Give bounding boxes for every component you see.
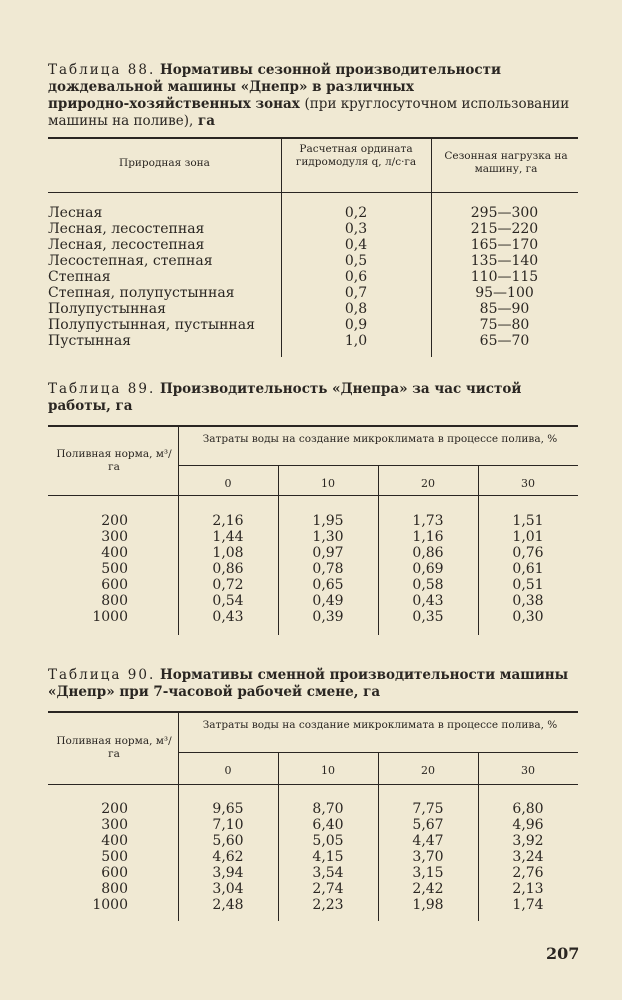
table-88-cell-zone: Лесостепная, степная (48, 253, 213, 269)
table-89-cell-value: 0,69 (412, 561, 444, 577)
table-89-cell-value: 1,73 (412, 513, 444, 529)
table-88-cell-load: 110—115 (470, 269, 539, 285)
table-88-cell-load: 95—100 (475, 285, 534, 301)
table-89-caption (48, 381, 578, 415)
table-89-cell-value: 1,16 (412, 529, 444, 545)
table-89-cell-value: 0,35 (412, 609, 444, 625)
table-89-cell-value: 0,49 (312, 593, 344, 609)
table-90-cell-value: 7,10 (212, 817, 244, 833)
table-89-cell-value: 0,43 (412, 593, 444, 609)
table-89-subheader: 20 (421, 477, 435, 490)
table-89-cell-value: 0,86 (212, 561, 244, 577)
table-89-cell-value: 0,72 (212, 577, 244, 593)
table-88-cell-q: 0,2 (344, 205, 368, 221)
table-90-cell-value: 3,04 (212, 881, 244, 897)
table-90-subheader: 10 (321, 764, 335, 777)
table-88-cell-zone: Лесная, лесостепная (48, 221, 205, 237)
table-90-cell-value: 4,62 (212, 849, 244, 865)
table-89-subheader: 30 (521, 477, 535, 490)
table-89-header-water: Затраты воды на создание микроклимата в процессе полива, % (202, 433, 558, 445)
table-90-cell-value: 7,75 (412, 801, 444, 817)
table-89-cell-value: 0,30 (512, 609, 544, 625)
table-89-cell-value: 0,61 (512, 561, 544, 577)
table-90-cell-value: 6,40 (312, 817, 344, 833)
table-90-cell-value: 8,70 (312, 801, 344, 817)
table-90-cell-norm: 300 (101, 817, 128, 833)
table-88-cell-zone: Степная, полупустынная (48, 285, 235, 301)
table-90-cell-value: 9,65 (212, 801, 244, 817)
table-88-cell-q: 0,5 (344, 253, 368, 269)
table-89-cell-value: 0,86 (412, 545, 444, 561)
table-90-cell-value: 3,54 (312, 865, 344, 881)
table-90-cell-value: 3,24 (512, 849, 544, 865)
table-89-cell-value: 0,65 (312, 577, 344, 593)
table-90-cell-value: 2,48 (212, 897, 244, 913)
table-89-cell-norm: 1000 (92, 609, 128, 625)
table-89-cell-value: 0,76 (512, 545, 544, 561)
table-88-title-line3: природно-хозяйственных зонах (48, 96, 300, 112)
table-88-cell-q: 0,4 (344, 237, 368, 253)
table-90-cell-norm: 1000 (92, 897, 128, 913)
table-89-cell-value: 0,38 (512, 593, 544, 609)
table-88-cell-zone: Лесная, лесостепная (48, 237, 205, 253)
table-90-caption (48, 667, 578, 701)
table-89-header-norm: Поливная норма, м³/га (56, 448, 172, 473)
table-89-cell-value: 0,58 (412, 577, 444, 593)
table-90-cell-value: 3,92 (512, 833, 544, 849)
table-89-cell-value: 1,95 (312, 513, 344, 529)
table-88-cell-load: 85—90 (479, 301, 530, 317)
table-90-title: Нормативы сменной производительности машины «Днепр» при 7-часовой рабочей смене, га (48, 667, 569, 700)
table-89-cell-value: 0,51 (512, 577, 544, 593)
table-88-cell-zone: Полупустынная (48, 301, 166, 317)
table-89-label: Таблица 89. (48, 381, 156, 397)
table-89-cell-norm: 800 (101, 593, 128, 609)
table-90-cell-norm: 400 (101, 833, 128, 849)
table-88-title: Нормативы сезонной производительности дождевальной машины «Днепр» в различных (48, 62, 501, 95)
table-90-cell-value: 3,70 (412, 849, 444, 865)
table-89-cell-norm: 200 (101, 513, 128, 529)
table-89-title: Производительность «Днепра» за час чистой работы, га (48, 381, 522, 414)
table-89-subheader: 0 (224, 477, 232, 490)
page-number: 207 (546, 944, 580, 963)
table-88-unit: га (198, 113, 216, 129)
table-90-cell-value: 3,94 (212, 865, 244, 881)
table-90-cell-norm: 200 (101, 801, 128, 817)
table-88-cell-zone: Степная (48, 269, 111, 285)
table-90-cell-value: 2,13 (512, 881, 544, 897)
table-88-cell-zone: Полупустынная, пустынная (48, 317, 255, 333)
table-88-cell-load: 135—140 (470, 253, 539, 269)
table-88-header-load: Сезонная нагрузка на машину, га (444, 150, 568, 175)
table-88-cell-load: 75—80 (479, 317, 530, 333)
table-88-cell-q: 0,6 (344, 269, 368, 285)
table-88-cell-q: 0,9 (344, 317, 368, 333)
table-90-cell-value: 3,15 (412, 865, 444, 881)
table-89-cell-value: 1,01 (512, 529, 544, 545)
table-88-title-note: (при круглосуточном использовании машины на поливе), (48, 96, 570, 129)
table-88-cell-zone: Пустынная (48, 333, 132, 349)
table-89-cell-value: 0,97 (312, 545, 344, 561)
table-90-cell-value: 4,15 (312, 849, 344, 865)
table-90-cell-norm: 800 (101, 881, 128, 897)
table-90-subheader: 30 (521, 764, 535, 777)
table-90-cell-value: 4,47 (412, 833, 444, 849)
table-88-label: Таблица 88. (48, 62, 156, 78)
table-90-cell-value: 2,76 (512, 865, 544, 881)
table-88-cell-q: 1,0 (344, 333, 368, 349)
table-90-cell-value: 4,96 (512, 817, 544, 833)
table-88-cell-q: 0,3 (344, 221, 368, 237)
table-89-cell-value: 2,16 (212, 513, 244, 529)
table-90-subheader: 20 (421, 764, 435, 777)
table-90-cell-norm: 500 (101, 849, 128, 865)
table-90-cell-value: 2,74 (312, 881, 344, 897)
table-89-subheader: 10 (321, 477, 335, 490)
table-90-cell-value: 5,05 (312, 833, 344, 849)
table-88-header-zone: Природная зона (119, 157, 210, 169)
table-89-cell-norm: 300 (101, 529, 128, 545)
table-88-cell-load: 215—220 (470, 221, 539, 237)
table-89-cell-norm: 500 (101, 561, 128, 577)
table-89-cell-value: 1,08 (212, 545, 244, 561)
table-89-cell-value: 0,54 (212, 593, 244, 609)
table-89-cell-value: 0,39 (312, 609, 344, 625)
table-90-cell-value: 6,80 (512, 801, 544, 817)
table-88-cell-load: 295—300 (470, 205, 539, 221)
table-90-cell-value: 1,98 (412, 897, 444, 913)
table-88-header-q: Расчетная ордината гидромодуля q, л/с·га (295, 143, 417, 168)
table-89-cell-norm: 600 (101, 577, 128, 593)
table-90-cell-value: 5,60 (212, 833, 244, 849)
table-90-label: Таблица 90. (48, 667, 156, 683)
table-90-header-norm: Поливная норма, м³/га (56, 735, 172, 760)
table-90-cell-value: 2,42 (412, 881, 444, 897)
table-88-cell-q: 0,8 (344, 301, 368, 317)
table-90-cell-value: 2,23 (312, 897, 344, 913)
table-88-cell-zone: Лесная (48, 205, 103, 221)
table-89-cell-norm: 400 (101, 545, 128, 561)
table-90-header-water: Затраты воды на создание микроклимата в процессе полива, % (202, 719, 558, 731)
table-89-cell-value: 0,43 (212, 609, 244, 625)
table-89-cell-value: 1,30 (312, 529, 344, 545)
table-88-cell-load: 165—170 (470, 237, 539, 253)
table-88-cell-load: 65—70 (479, 333, 530, 349)
table-89-cell-value: 1,44 (212, 529, 244, 545)
table-89-cell-value: 0,78 (312, 561, 344, 577)
table-90-cell-value: 5,67 (412, 817, 444, 833)
table-89-cell-value: 1,51 (512, 513, 544, 529)
table-88-cell-q: 0,7 (344, 285, 368, 301)
table-90-cell-norm: 600 (101, 865, 128, 881)
table-90-cell-value: 1,74 (512, 897, 544, 913)
table-90-subheader: 0 (224, 764, 232, 777)
table-88-caption (48, 62, 578, 130)
